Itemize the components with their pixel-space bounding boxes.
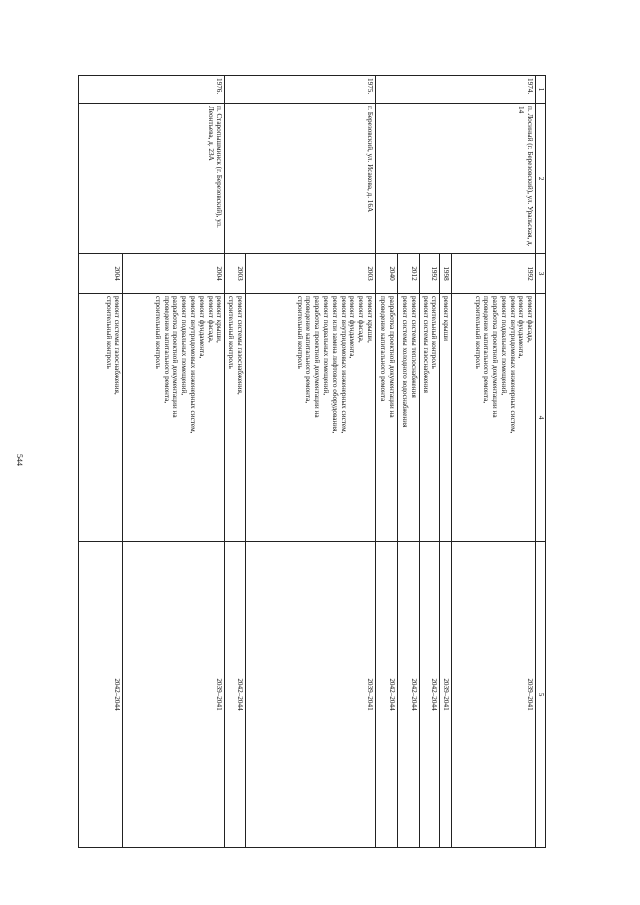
works-cell: ремонт крыши, ремонт фасада, ремонт фундамента, ремонт внутридомовых инженерных систем, ремонт подвальных помещений, разработка проектной документации на проведение капитального ремонта, строительный контроль <box>123 294 225 542</box>
period-cell: 2042–2044 <box>79 542 123 848</box>
works-cell: ремонт крыши, ремонт фасада, ремонт фундамента, ремонт внутридомовых инженерных систем, ремонт или замена лифтового оборудования, ремонт подвальных помещений, разработка проектной документации на проведение капитального ремонта, строительный контроль <box>245 294 375 542</box>
works-cell: ремонт фасада, ремонт фундамента, ремонт внутридомовых инженерных систем, ремонт подвальных помещений, разработка проектной документации на проведение капитального ремонта, строительный контроль <box>452 294 536 542</box>
works-cell: ремонт системы теплоснабжения ремонт системы холодного водоснабжения <box>397 294 419 542</box>
period-cell: 2042–2044 <box>225 542 246 848</box>
header-col-4: 4 <box>536 294 546 542</box>
table-row <box>452 76 536 848</box>
table-row <box>123 76 225 848</box>
year-cell: 1992 <box>452 254 536 294</box>
address-cell: г. Березовский, ул. Исакова, д. 16А <box>225 104 376 254</box>
year-cell: 2004 <box>79 254 123 294</box>
period-cell: 2042–2044 <box>397 542 419 848</box>
works-cell: разработка проектной документации на проведение капитального ремонта <box>375 294 397 542</box>
address-cell: п. Старопышминск (г. Березовский), ул. Леонтьева, д. 23А <box>79 104 225 254</box>
row-number-cell: 1975. <box>225 76 376 104</box>
year-cell: 1998 <box>440 254 452 294</box>
year-cell: 2003 <box>245 254 375 294</box>
period-cell: 2039–2041 <box>245 542 375 848</box>
header-col-2: 2 <box>536 104 546 254</box>
rotated-table-sheet <box>82 75 546 847</box>
year-cell: 2012 <box>397 254 419 294</box>
row-number-cell: 1976. <box>79 76 225 104</box>
period-cell: 2039–2041 <box>452 542 536 848</box>
year-cell: 2040 <box>375 254 397 294</box>
header-col-3: 3 <box>536 254 546 294</box>
period-cell: 2042–2044 <box>375 542 397 848</box>
works-cell: ремонт системы газоснабжения, строительный контроль <box>79 294 123 542</box>
row-number-cell: 1974. <box>375 76 535 104</box>
table-header-row <box>536 76 546 848</box>
address-cell: п. Лосиный (г. Березовский), ул. Уральская, д. 14 <box>375 104 535 254</box>
header-col-1: 1 <box>536 76 546 104</box>
page-number: 544 <box>15 454 24 466</box>
period-cell: 2039–2041 <box>440 542 452 848</box>
works-cell: ремонт системы газоснабжения, строительный контроль <box>225 294 246 542</box>
works-cell: ремонт крыши <box>440 294 452 542</box>
repair-schedule-table <box>78 75 546 848</box>
period-cell: 2039–2041 <box>123 542 225 848</box>
header-col-5: 5 <box>536 542 546 848</box>
year-cell: 1992 <box>419 254 440 294</box>
works-cell: строительный контроль ремонт системы газоснабжения <box>419 294 440 542</box>
period-cell: 2042–2044 <box>419 542 440 848</box>
year-cell: 2003 <box>225 254 246 294</box>
table-row <box>245 76 375 848</box>
year-cell: 2004 <box>123 254 225 294</box>
